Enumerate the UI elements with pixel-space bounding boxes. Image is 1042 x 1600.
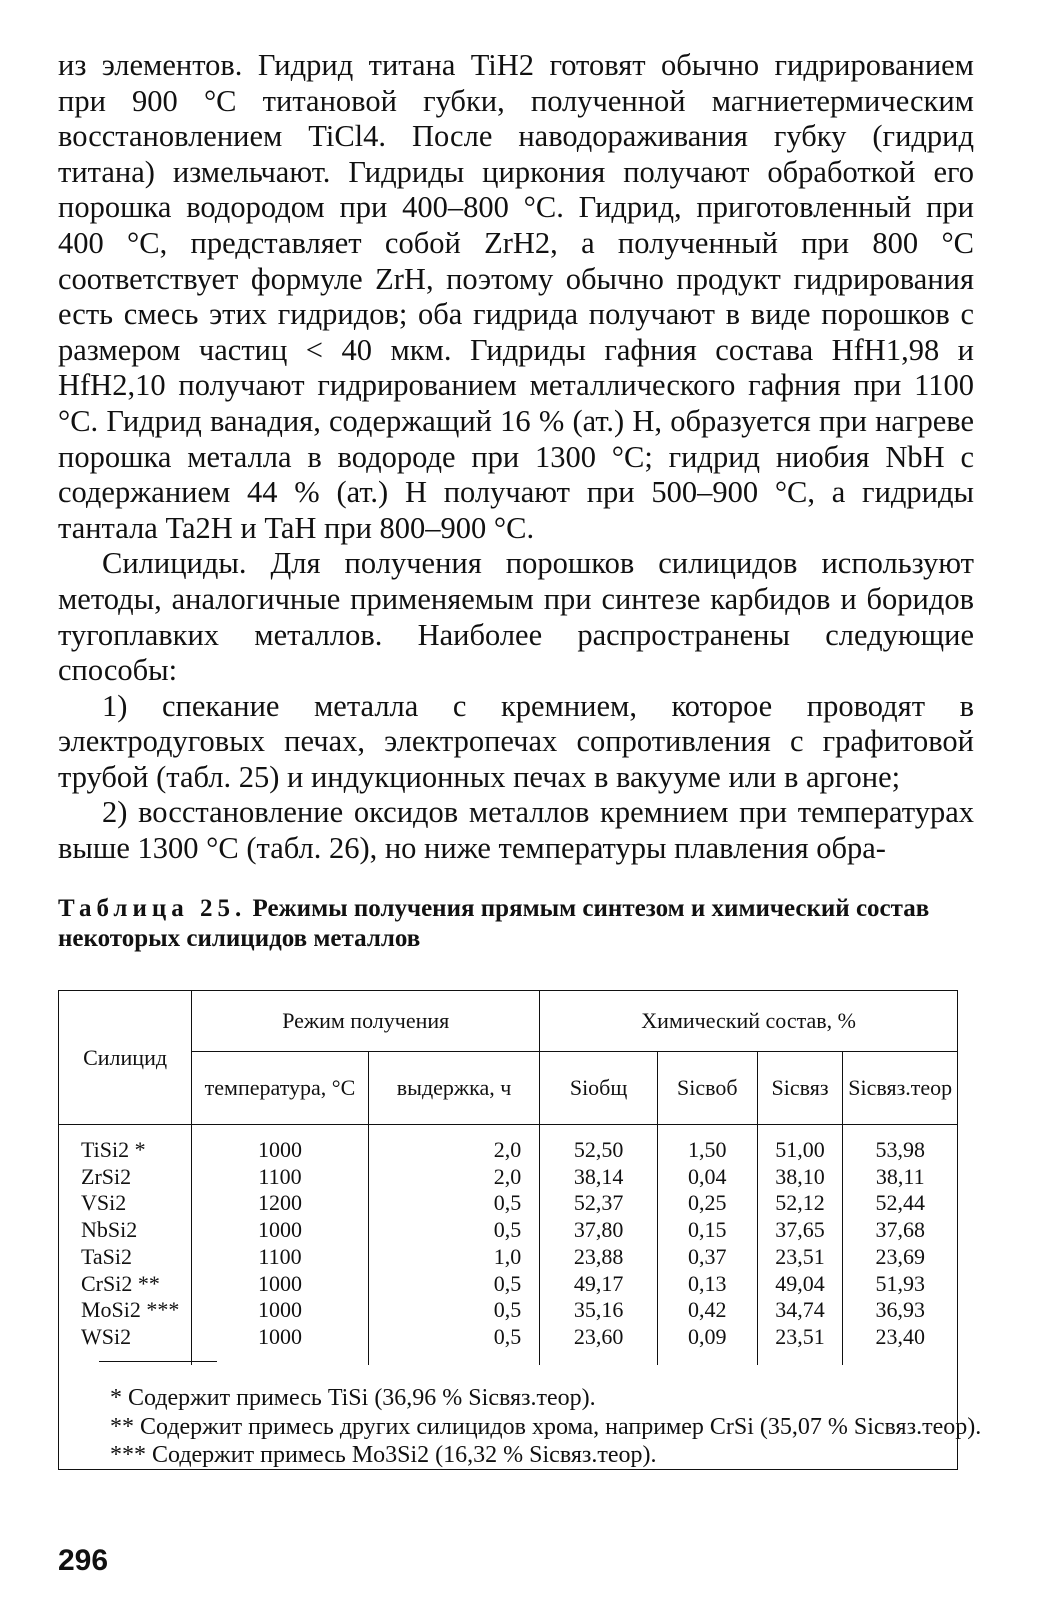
cell-silicide: CrSi2 ** — [59, 1271, 192, 1298]
table-row — [59, 1217, 957, 1244]
cell-si-bound: 34,74 — [757, 1297, 843, 1324]
cell-si-bound: 49,04 — [757, 1271, 843, 1298]
paragraph-method-2: 2) восстановление оксидов металлов кремнием при температурах выше 1300 °C (табл. 26), но ниже температуры плавления обра- — [58, 795, 974, 866]
table-row — [59, 1271, 957, 1298]
body-text — [58, 48, 974, 867]
cell-temperature: 1000 — [192, 1271, 369, 1298]
cell-temperature: 1000 — [192, 1324, 369, 1365]
page-number: 296 — [58, 1544, 109, 1577]
cell-si-free: 0,15 — [657, 1217, 757, 1244]
paragraph-silicides: Силициды. Для получения порошков силицидов используют методы, аналогичные применяемым при синтезе карбидов и боридов тугоплавких металлов. Наиболее распространены следующие способы: — [58, 546, 974, 688]
cell-si-bound-theor: 23,40 — [843, 1324, 957, 1365]
cell-temperature: 1100 — [192, 1164, 369, 1191]
table-notes — [110, 1384, 982, 1470]
header-hold: выдержка, ч — [368, 1052, 539, 1125]
cell-si-bound: 38,10 — [757, 1164, 843, 1191]
table-caption — [58, 894, 974, 954]
cell-si-bound: 23,51 — [757, 1324, 843, 1365]
cell-si-free: 0,25 — [657, 1190, 757, 1217]
cell-si-total: 38,14 — [540, 1164, 658, 1191]
cell-hold: 0,5 — [368, 1271, 539, 1298]
header-si-bound: Siсвяз — [757, 1052, 843, 1125]
table-row — [59, 1297, 957, 1324]
cell-si-bound-theor: 51,93 — [843, 1271, 957, 1298]
cell-si-total: 49,17 — [540, 1271, 658, 1298]
table-caption-text: Режимы получения прямым синтезом и химический состав некоторых силицидов металлов — [58, 895, 930, 952]
table-row — [59, 1190, 957, 1217]
header-si-bound-theor: Siсвяз.теор — [843, 1052, 957, 1125]
cell-si-bound-theor: 53,98 — [843, 1125, 957, 1164]
cell-hold: 0,5 — [368, 1324, 539, 1365]
table-note: *** Содержит примесь Mo3Si2 (16,32 % Siсвяз.теор). — [110, 1442, 657, 1468]
cell-si-free: 0,42 — [657, 1297, 757, 1324]
cell-hold: 2,0 — [368, 1164, 539, 1191]
cell-silicide: TiSi2 * — [59, 1125, 192, 1164]
table-body — [59, 1125, 957, 1365]
header-si-total: Siобщ — [540, 1052, 658, 1125]
header-mode: Режим получения — [192, 991, 540, 1052]
paragraph-method-1: 1) спекание металла с кремнием, которое проводят в электродуговых печах, электропечах сопротивления с графитовой трубой (табл. 25) и индукционных печах в вакууме или в аргоне; — [58, 688, 974, 794]
cell-si-bound: 52,12 — [757, 1190, 843, 1217]
cell-temperature: 1000 — [192, 1125, 369, 1164]
table-row — [59, 1164, 957, 1191]
cell-si-bound-theor: 37,68 — [843, 1217, 957, 1244]
cell-temperature: 1000 — [192, 1217, 369, 1244]
table-note: ** Содержит примесь других силицидов хрома, например CrSi (35,07 % Siсвяз.теор). — [110, 1413, 982, 1440]
header-si-free: Siсвоб — [657, 1052, 757, 1125]
cell-hold: 1,0 — [368, 1244, 539, 1271]
cell-si-total: 37,80 — [540, 1217, 658, 1244]
cell-temperature: 1000 — [192, 1297, 369, 1324]
cell-silicide: TaSi2 — [59, 1244, 192, 1271]
cell-si-bound-theor: 36,93 — [843, 1297, 957, 1324]
header-composition: Химический состав, % — [540, 991, 957, 1052]
cell-hold: 0,5 — [368, 1217, 539, 1244]
cell-si-bound-theor: 52,44 — [843, 1190, 957, 1217]
table-row — [59, 1324, 957, 1365]
cell-si-free: 0,09 — [657, 1324, 757, 1365]
cell-si-total: 23,60 — [540, 1324, 658, 1365]
cell-si-total: 35,16 — [540, 1297, 658, 1324]
table-note: * Содержит примесь TiSi (36,96 % Siсвяз.теор). — [110, 1385, 596, 1411]
paragraph-hydrides: из элементов. Гидрид титана TiH2 готовят обычно гидрированием при 900 °C титановой губки, полученной магниетермическим восстановлением TiCl4. После наводораживания губку (гидрид титана) измельчают. Гидриды циркония получают обработкой его порошка водородом при 400–800 °C. Гидрид, приготовленный при 400 °C, представляет собой ZrH2, а полученный при 800 °C соответствует формуле ZrH, поэтому обычно продукт гидрирования есть смесь этих гидридов; оба гидрида получают в виде порошков с размером частиц < 40 мкм. Гидриды гафния состава HfH1,98 и HfH2,10 получают гидрированием металлического гафния при 1100 °C. Гидрид ванадия, содержащий 16 % (ат.) H, образуется при нагреве порошка металла в водороде при 1300 °C; гидрид ниобия NbH с содержанием 44 % (ат.) H получают при 500–900 °C, а гидриды тантала Ta2H и TaH при 800–900 °C. — [58, 48, 974, 545]
header-silicide: Силицид — [59, 991, 192, 1125]
footnote-rule — [99, 1361, 217, 1362]
cell-silicide: VSi2 — [59, 1190, 192, 1217]
cell-si-free: 0,37 — [657, 1244, 757, 1271]
cell-silicide: MoSi2 *** — [59, 1297, 192, 1324]
cell-hold: 0,5 — [368, 1190, 539, 1217]
cell-si-bound: 37,65 — [757, 1217, 843, 1244]
cell-si-free: 1,50 — [657, 1125, 757, 1164]
cell-hold: 2,0 — [368, 1125, 539, 1164]
cell-si-total: 52,50 — [540, 1125, 658, 1164]
table-caption-label: Таблица 25. — [58, 895, 247, 922]
silicide-table — [59, 991, 957, 1365]
cell-si-free: 0,04 — [657, 1164, 757, 1191]
cell-temperature: 1100 — [192, 1244, 369, 1271]
cell-si-bound: 23,51 — [757, 1244, 843, 1271]
table-row — [59, 1125, 957, 1164]
cell-temperature: 1200 — [192, 1190, 369, 1217]
table-row — [59, 1244, 957, 1271]
cell-si-total: 52,37 — [540, 1190, 658, 1217]
cell-si-bound-theor: 23,69 — [843, 1244, 957, 1271]
cell-si-bound: 51,00 — [757, 1125, 843, 1164]
header-temperature: температура, °C — [192, 1052, 369, 1125]
cell-silicide: WSi2 — [59, 1324, 192, 1365]
cell-si-total: 23,88 — [540, 1244, 658, 1271]
cell-si-bound-theor: 38,11 — [843, 1164, 957, 1191]
cell-silicide: ZrSi2 — [59, 1164, 192, 1191]
cell-si-free: 0,13 — [657, 1271, 757, 1298]
cell-hold: 0,5 — [368, 1297, 539, 1324]
cell-silicide: NbSi2 — [59, 1217, 192, 1244]
